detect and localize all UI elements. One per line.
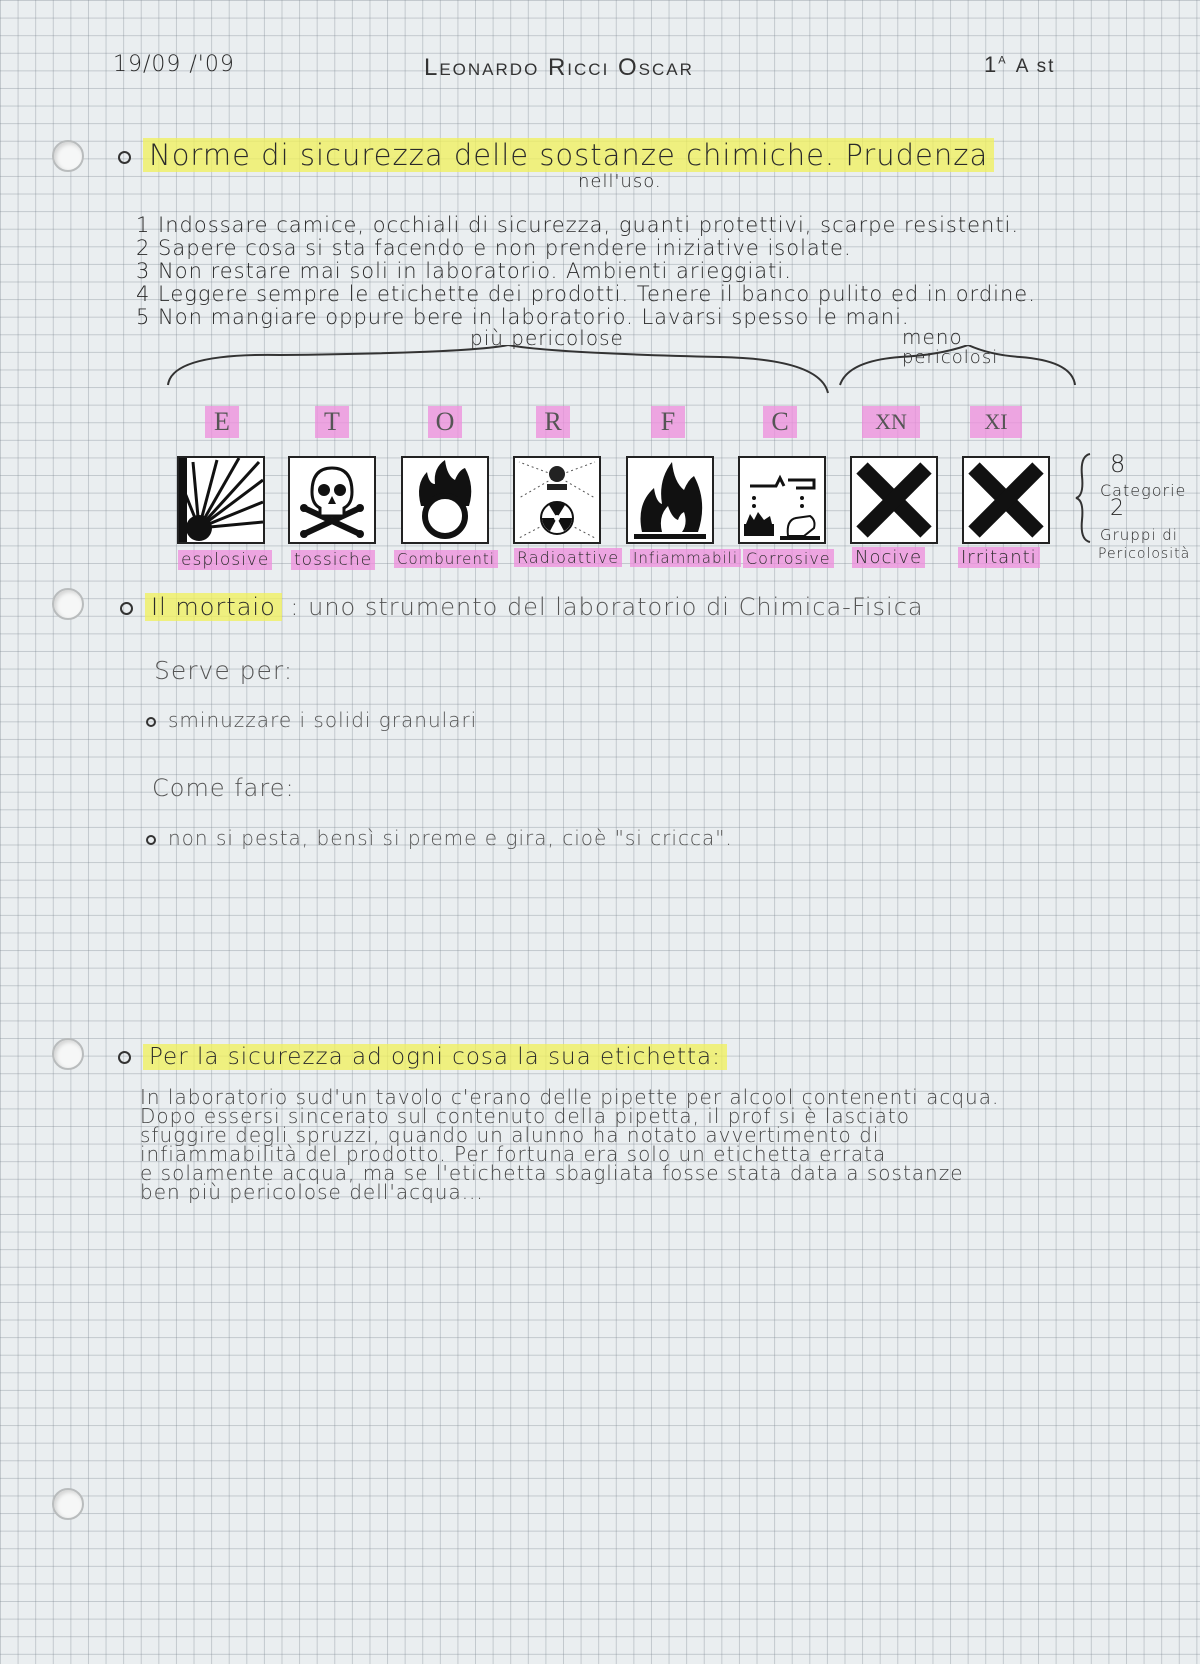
section-title-continuation: nell'uso. <box>578 171 662 192</box>
class-number: 1 <box>984 52 999 77</box>
paragraph-line: e solamente acqua, ma se l'etichetta sbagliata fosse stata data a sostanze <box>140 1161 964 1185</box>
hazard-label <box>852 547 925 568</box>
rule-item: 4 Leggere sempre le etichette dei prodotti. Tenere il banco pulito ed in ordine. <box>136 282 1036 306</box>
binder-hole <box>52 1488 84 1520</box>
flame-over-circle-icon <box>401 456 489 544</box>
hazard-letter: C <box>763 406 797 438</box>
hazard-label <box>514 548 622 567</box>
rule-item: 2 Sapere cosa si sta facendo e non prendere iniziative isolate. <box>136 236 852 260</box>
hazard-label <box>630 549 741 567</box>
date: 19/09 /'09 <box>113 52 235 77</box>
bullet-icon <box>118 1051 131 1064</box>
group-label-less-2: pericolosi <box>902 347 999 368</box>
group-braces <box>160 345 1080 405</box>
hazard-letter: XN <box>862 406 920 438</box>
rules-list <box>136 214 1036 329</box>
paragraph-line: ben più pericolose dell'acqua... <box>140 1180 484 1204</box>
hazard-label <box>394 550 498 568</box>
hazard-label-text: Comburenti <box>394 550 498 568</box>
come-fare-item-text: non si pesta, bensì si preme e gira, cioè "si cricca". <box>168 826 733 850</box>
hazard-label-text: Infiammabili <box>630 549 741 567</box>
section-title-highlight: Il mortaio <box>145 593 282 621</box>
hazard-letter: E <box>205 406 239 438</box>
class-section: A st <box>1015 56 1056 77</box>
hazard-letter: F <box>651 406 685 438</box>
rule-item: 1 Indossare camice, occhiali di sicurezza, guanti protettivi, scarpe resistenti. <box>136 213 1020 237</box>
class-label <box>984 52 1055 78</box>
serve-per-heading: Serve per: <box>154 656 294 685</box>
corrosion-icon <box>738 456 826 544</box>
hazard-label-text: Nocive <box>852 547 925 568</box>
paragraph-line: infiammabilità del prodotto. Per fortuna era solo un etichetta errata <box>140 1142 887 1166</box>
section-title-text: Norme di sicurezza delle sostanze chimiche. Prudenza <box>143 138 994 172</box>
paragraph-line: In laboratorio sud'un tavolo c'erano delle pipette per alcool contenenti acqua. <box>140 1085 1000 1109</box>
section-title-rest: : uno strumento del laboratorio di Chimica-Fisica <box>290 593 924 621</box>
section-title-text: Per la sicurezza ad ogni cosa la sua etichetta: <box>143 1044 727 1070</box>
note-brace <box>1074 452 1096 544</box>
note-count-groups: 2 <box>1110 496 1125 521</box>
bullet-icon <box>120 602 133 615</box>
hazard-letter: T <box>315 406 349 438</box>
section-title-labels <box>118 1044 727 1070</box>
hazard-label <box>178 550 272 570</box>
hazard-label <box>743 549 834 568</box>
skull-icon <box>288 456 376 544</box>
section-title-mortar <box>120 593 924 621</box>
bullet-icon <box>146 835 156 845</box>
hazard-label-text: Radioattive <box>514 548 622 567</box>
radiation-icon <box>513 456 601 544</box>
binder-hole <box>52 140 84 172</box>
student-name: Leonardo Ricci Oscar <box>424 54 694 81</box>
cross-icon <box>962 456 1050 544</box>
note-count-categories: 8 <box>1110 450 1127 478</box>
bullet-icon <box>118 151 131 164</box>
binder-hole <box>52 1038 84 1070</box>
hazard-label-text: Irritanti <box>958 547 1040 568</box>
note-groups: Gruppi di <box>1100 526 1178 544</box>
class-superscript: A <box>998 54 1008 67</box>
come-fare-item <box>146 826 733 850</box>
hazard-letter: XI <box>970 406 1022 438</box>
group-label-more-dangerous: più pericolose <box>470 326 624 350</box>
hazard-letter: R <box>536 406 570 438</box>
paragraph-line: Dopo essersi sincerato sul contenuto della pipetta, il prof si è lasciato <box>140 1104 910 1128</box>
anecdote-paragraph <box>140 1085 1000 1204</box>
rule-item: 3 Non restare mai soli in laboratorio. Ambienti arieggiati. <box>136 259 792 283</box>
hazard-label-text: Corrosive <box>743 549 834 568</box>
explosion-icon <box>177 456 265 544</box>
hazard-label <box>291 550 375 570</box>
paragraph-line: sfuggire degli spruzzi, quando un alunno ha notato avvertimento di <box>140 1123 880 1147</box>
note-categories: Categorie <box>1100 481 1187 500</box>
cross-icon <box>850 456 938 544</box>
rule-item: 5 Non mangiare oppure bere in laboratorio. Lavarsi spesso le mani. <box>136 305 910 329</box>
hazard-letter: O <box>428 406 462 438</box>
come-fare-heading: Come fare: <box>152 774 295 802</box>
serve-per-item <box>146 708 477 732</box>
hazard-label-text: esplosive <box>178 550 272 570</box>
binder-hole <box>52 588 84 620</box>
hazard-label-text: tossiche <box>291 550 375 570</box>
group-label-less-1: meno <box>902 325 963 349</box>
serve-per-item-text: sminuzzare i solidi granulari <box>168 708 478 732</box>
section-title-safety <box>118 138 994 172</box>
hazard-label <box>958 547 1040 568</box>
bullet-icon <box>146 717 156 727</box>
note-dangerousness: Pericolosità <box>1098 546 1191 562</box>
flame-icon <box>626 456 714 544</box>
